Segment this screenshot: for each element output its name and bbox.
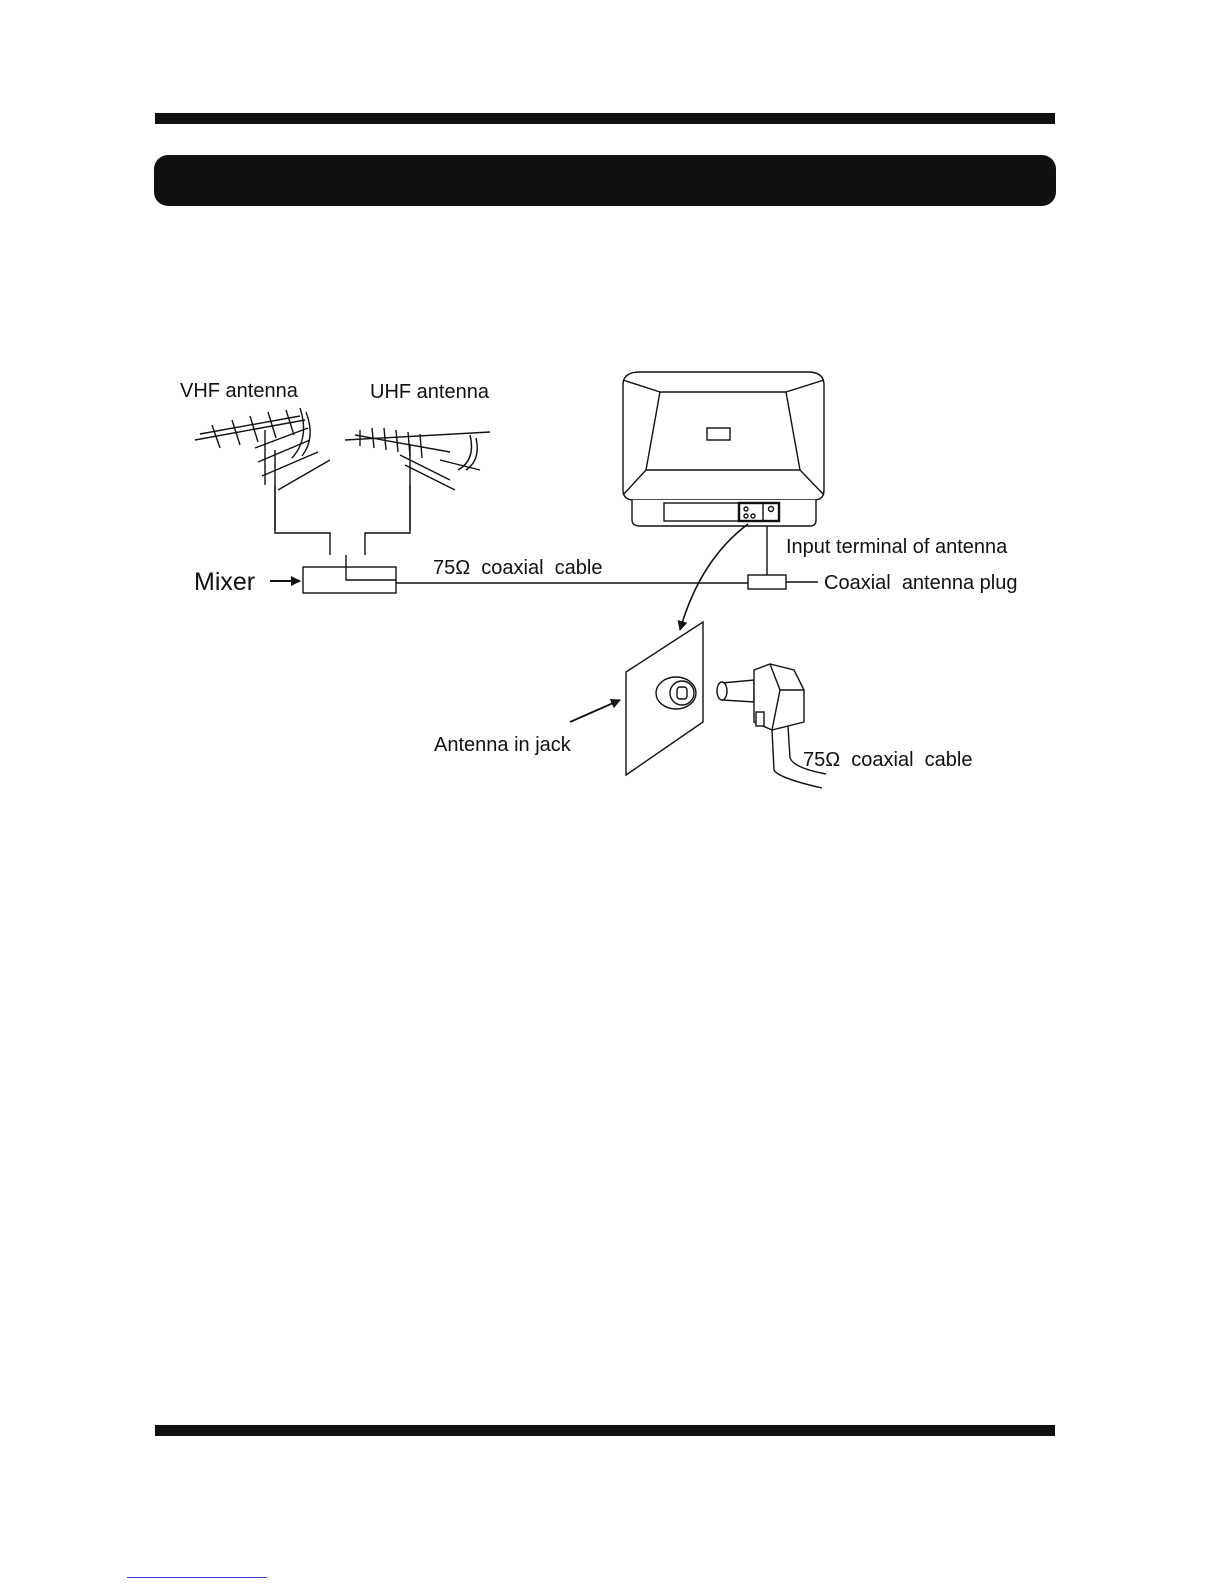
- mixer-label: Mixer: [194, 568, 256, 596]
- coaxial-plug-detail: [717, 664, 804, 730]
- input-terminal-label: Input terminal of antenna: [786, 536, 1008, 558]
- vhf-antenna-illustration: [195, 408, 330, 530]
- coaxial-cable-label-top: 75Ω coaxial cable: [433, 557, 603, 579]
- antenna-jack-panel: [626, 622, 703, 775]
- vhf-antenna-label: VHF antenna: [180, 380, 298, 402]
- footer-line: [127, 1577, 267, 1578]
- antenna-jack-label: Antenna in jack: [434, 734, 571, 756]
- uhf-antenna-illustration: [345, 428, 490, 530]
- jack-pointer-arrow: [570, 700, 620, 722]
- terminal-to-jack-arrow: [680, 524, 748, 630]
- bottom-rule: [155, 1425, 1055, 1436]
- tv-rear-illustration: [623, 372, 824, 526]
- uhf-antenna-label: UHF antenna: [370, 381, 489, 403]
- coaxial-plug-body: [748, 575, 786, 589]
- coaxial-plug-label: Coaxial antenna plug: [824, 572, 1018, 594]
- coaxial-cable-label-bottom: 75Ω coaxial cable: [803, 749, 973, 771]
- antenna-down-leads: [275, 485, 410, 555]
